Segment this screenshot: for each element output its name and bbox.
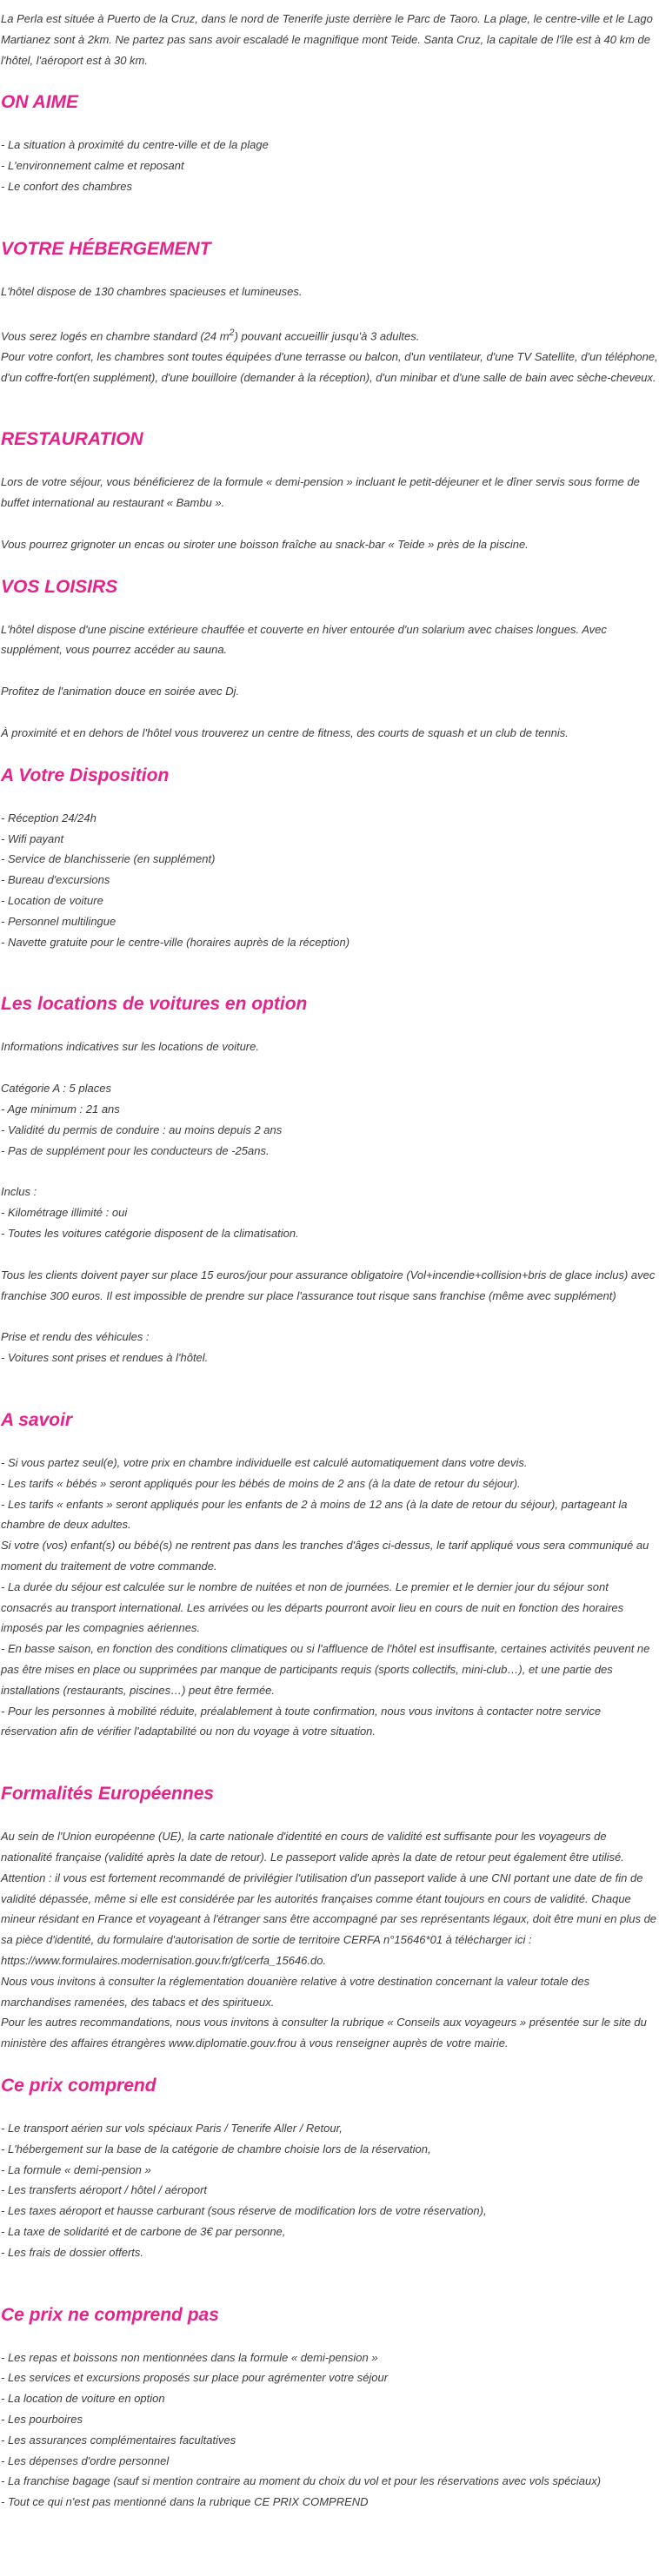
list-item: - Wifi payant [1, 831, 64, 845]
a-savoir-paragraph: - En basse saison, en fonction des conditions climatiques ou si l'affluence de l'hôtel est insuffisante, certaines activités peuvent ne pas être mises en place ou supprimées par manque de participants requis (sports collectifs, mini-club…), et une partie des installations (restaurants, piscines…) peut être fermée. [1, 1642, 650, 1697]
category-line: - Validité du permis de conduire : au moins depuis 2 ans [1, 1122, 283, 1136]
inclus-line: - Toutes les voitures catégorie disposent de la climatisation. [1, 1227, 299, 1241]
a-savoir-paragraph: Si votre (vos) enfant(s) ou bébé(s) ne rentrent pas dans les tranches d'âges ci-dessus, le tarif appliqué vous sera communiqué au moment du traitement de votre commande. [1, 1539, 649, 1573]
hebergement-equipment-text: Pour votre confort, les chambres sont toutes équipées d'une terrasse ou balcon, d'un ventilateur, d'une TV Satellite, d'un téléphone, d'un coffre-fort(en supplément), d'une bouilloire (demander à la réception), d'un minibar et d'une salle de bain avec sèche-cheveux. [1, 349, 658, 384]
locations-category-block [1, 1078, 658, 1161]
category-line: - Pas de supplément pour les conducteurs de -25ans. [1, 1143, 270, 1157]
list-item: - Personnel multilingue [1, 914, 116, 928]
inclus-line: Inclus : [1, 1185, 37, 1199]
disposition-list [1, 808, 658, 953]
loisirs-text-2: Profitez de l'animation douce en soirée avec Dj. [1, 685, 240, 699]
intro-text: La Perla est située à Puerto de la Cruz, dans le nord de Tenerife juste derrière le Parc de Taoro. La plage, le centre-ville et le Lago Martianez sont à 2km. Ne partez pas sans avoir escaladé le magnifique mont Teide. Santa Cruz, la capitale de l'île est à 40 km de l'hôtel, l'aéroport est à 30 km. [1, 12, 653, 67]
list-item: - La taxe de solidarité et de carbone de 3€ par personne, [1, 2224, 286, 2238]
formalites-paragraph: Nous vous invitons à consulter la réglementation douanière relative à votre destination concernant la valeur totale des marchandises ramenées, des tabacs et des spiritueux. [1, 1974, 590, 2009]
loisirs-text-3: À proximité et en dehors de l'hôtel vous trouverez un centre de fitness, des courts de squash et un club de tennis. [1, 726, 569, 740]
a-savoir-paragraph: - La durée du séjour est calculée sur le nombre de nuitées et non de journées. Le premier et le dernier jour du séjour sont consacrés au transport international. Les arrivées ou les départs pourront avoir lieu en cours de nuit en fonction des horaires imposés par les compagnies aériennes. [1, 1579, 624, 1635]
list-item: - Les frais de dossier offerts. [1, 2245, 144, 2259]
section-title-hebergement: VOTRE HÉBERGEMENT [1, 238, 211, 259]
ne-comprend-list [1, 2348, 658, 2513]
list-item: - Location de voiture [1, 894, 103, 908]
list-item: - L'environnement calme et reposant [1, 159, 184, 173]
capacity-text-end: ) pouvant accueillir jusqu'à 3 adultes. [234, 328, 420, 342]
loisirs-text-1: L'hôtel dispose d'une piscine extérieure chauffée et couverte en hiver entourée d'un solarium avec chaises longues. Avec supplément, vous pourrez accéder au sauna. [1, 622, 607, 657]
category-line: Catégorie A : 5 places [1, 1082, 111, 1096]
comprend-list [1, 2118, 658, 2263]
list-item: - Les taxes aéroport et hausse carburant (sous réserve de modification lors de votre réservation), [1, 2204, 487, 2218]
list-item: - Les dépenses d'ordre personnel [1, 2453, 170, 2467]
section-title-ne-comprend: Ce prix ne comprend pas [1, 2304, 219, 2325]
list-item: - Bureau d'excursions [1, 873, 110, 887]
list-item: - La formule « demi-pension » [1, 2162, 151, 2176]
squared-exponent: 2 [229, 327, 235, 338]
on-aime-list [1, 135, 658, 196]
locations-prise-block [1, 1327, 658, 1368]
section-title-on-aime: ON AIME [1, 92, 79, 113]
list-item: - La situation à proximité du centre-ville et de la plage [1, 138, 269, 152]
section-title-restauration: RESTAURATION [1, 429, 143, 450]
formalites-url: https://www.formulaires.modernisation.gouv.fr/gf/cerfa_15646.do. [1, 1953, 327, 1967]
a-savoir-paragraph: - Si vous partez seul(e), votre prix en chambre individuelle est calculé automatiquement dans votre devis. [1, 1456, 528, 1470]
list-item: - Les assurances complémentaires facultatives [1, 2433, 236, 2447]
section-title-comprend: Ce prix comprend [1, 2075, 156, 2096]
prise-line: - Voitures sont prises et rendues à l'hôtel. [1, 1351, 209, 1365]
a-savoir-paragraph: - Pour les personnes à mobilité réduite, préalablement à toute confirmation, nous vous invitons à contacter notre service réservation afin de vérifier l'adaptabilité ou non du voyage à votre situation. [1, 1704, 602, 1738]
list-item: - Le confort des chambres [1, 179, 133, 193]
section-title-locations: Les locations de voitures en option [1, 994, 308, 1015]
locations-assurance-text: Tous les clients doivent payer sur place 15 euros/jour pour assurance obligatoire (Vol+incendie+collision+bris de glace inclus) avec franchise 300 euros. Il est impossible de prendre sur place l'assurance tout risque sans franchise (même avec supplément) [1, 1268, 656, 1302]
list-item: - Les services et excursions proposés sur place pour agrémenter votre séjour [1, 2371, 389, 2385]
section-title-formalites: Formalités Européennes [1, 1784, 215, 1805]
list-item: - Les transferts aéroport / hôtel / aéroport [1, 2183, 208, 2197]
locations-intro: Informations indicatives sur les locations de voiture. [1, 1040, 259, 1054]
formalites-paragraph: Au sein de l'Union européenne (UE), la carte nationale d'identité en cours de validité est suffisante pour les voyageurs de nationalité française (validité après la date de retour). Le passeport valide après la date de retour peut également être utilisé. Attention : il vous est fortement recommandé de privilégier l'utilisation d'un passeport valide à une CNI portant une date de fin de validité dépassée, même si elle est considérée par les autorités françaises comme étant toujours en cours de validité. Chaque mineur résidant en France et voyageant à l'étranger sans être accompagné par ses représentants légaux, doit être muni en plus de sa pièce d'identité, du formulaire d'autorisation de sortie de territoire CERFA n°15646*01 à télécharger ici : [1, 1830, 657, 1947]
locations-inclus-block [1, 1182, 658, 1243]
prise-line: Prise et rendu des véhicules : [1, 1330, 150, 1344]
section-title-disposition: A Votre Disposition [1, 765, 170, 785]
section-title-loisirs: VOS LOISIRS [1, 576, 118, 597]
list-item: - Navette gratuite pour le centre-ville (horaires auprès de la réception) [1, 935, 350, 949]
inclus-line: - Kilométrage illimité : oui [1, 1206, 128, 1220]
capacity-text-start: Vous serez logés en chambre standard (24 m [1, 328, 230, 342]
restauration-text-1: Lors de votre séjour, vous bénéficierez de la formule « demi-pension » incluant le petit-déjeuner et le dîner servis sous forme de buffet international au restaurant « Bambu ». [1, 475, 640, 510]
list-item: - Réception 24/24h [1, 811, 97, 824]
list-item: - Les repas et boissons non mentionnées dans la formule « demi-pension » [1, 2350, 378, 2364]
formalites-block [1, 1826, 658, 2054]
section-title-a-savoir: A savoir [1, 1410, 73, 1431]
list-item: - Les pourboires [1, 2412, 83, 2426]
hebergement-rooms-text: L'hôtel dispose de 130 chambres spacieuses et lumineuses. [1, 284, 303, 298]
list-item: - Tout ce qui n'est pas mentionné dans la rubrique CE PRIX COMPREND [1, 2495, 369, 2509]
list-item: - La location de voiture en option [1, 2392, 165, 2406]
a-savoir-paragraph: - Les tarifs « bébés » seront appliqués pour les bébés de moins de 2 ans (à la date de retour du séjour). [1, 1476, 521, 1490]
list-item: - Le transport aérien sur vols spéciaux Paris / Tenerife Aller / Retour, [1, 2121, 343, 2135]
list-item: - Service de blanchisserie (en supplément) [1, 852, 216, 866]
list-item: - La franchise bagage (sauf si mention contraire au moment du choix du vol et pour les réservations avec vols spéciaux) [1, 2474, 602, 2488]
formalites-paragraph: Pour les autres recommandations, nous vous invitons à consulter la rubrique « Conseils aux voyageurs » présentée sur le site du ministère des affaires étrangères www.diplomatie.gouv.frou à vous renseigner auprès de votre mairie. [1, 2016, 647, 2050]
hebergement-capacity-text [1, 323, 658, 347]
restauration-text-2: Vous pourrez grignoter un encas ou siroter une boisson fraîche au snack-bar « Teide » près de la piscine. [1, 537, 529, 551]
a-savoir-paragraph: - Les tarifs « enfants » seront appliqués pour les enfants de 2 à moins de 12 ans (à la date de retour du séjour), partageant la chambre de deux adultes. [1, 1497, 628, 1532]
category-line: - Age minimum : 21 ans [1, 1103, 120, 1116]
a-savoir-block [1, 1453, 658, 1742]
list-item: - L'hébergement sur la base de la catégorie de chambre choisie lors de la réservation, [1, 2142, 431, 2155]
